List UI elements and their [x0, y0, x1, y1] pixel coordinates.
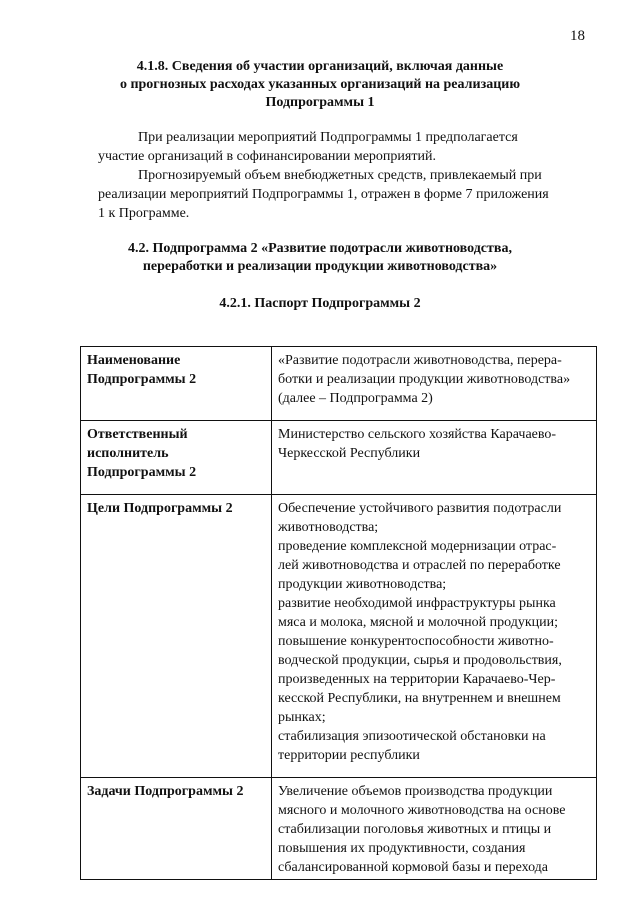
value-line: мяса и молока, мясной и молочной продукции; [278, 615, 559, 630]
value-line: кесской Республики, на внутреннем и внешнем [278, 691, 561, 706]
paragraph-participation [98, 128, 588, 166]
paragraph-extrabudget [98, 166, 588, 223]
paragraph-line: Прогнозируемый объем внебюджетных средств, привлекаемый при [138, 168, 542, 183]
heading-line: 4.2.1. Паспорт Подпрограммы 2 [219, 296, 421, 311]
value-line: произведенных на территории Карачаево-Чер- [278, 672, 556, 687]
value-line: повышение конкурентоспособности животно- [278, 634, 554, 649]
value-line: «Развитие подотрасли животноводства, перера- [278, 353, 562, 368]
value-line: стабилизации поголовья животных и птицы и [278, 822, 552, 837]
value-line: Черкесской Республики [278, 446, 421, 461]
section-heading-4-2 [60, 240, 580, 276]
heading-line: 4.2. Подпрограмма 2 «Развитие подотрасли животноводства, [128, 241, 512, 256]
value-line: Обеспечение устойчивого развития подотрасли [278, 501, 562, 516]
label-line: Наименование [87, 353, 181, 368]
paragraph-line: При реализации мероприятий Подпрограммы 1 предполагается [138, 130, 518, 145]
passport-table [80, 346, 597, 880]
row-label [81, 421, 272, 495]
value-line: повышения их продуктивности, создания [278, 841, 526, 856]
table-row [81, 778, 597, 880]
table-row [81, 421, 597, 495]
row-label [81, 347, 272, 421]
paragraph-line: реализации мероприятий Подпрограммы 1, отражен в форме 7 приложения [98, 187, 549, 202]
heading-line: 4.1.8. Сведения об участии организаций, включая данные [136, 59, 504, 74]
value-line: животноводства; [278, 520, 379, 535]
label-line: Подпрограммы 2 [87, 372, 197, 387]
value-line: Увеличение объемов производства продукции [278, 784, 553, 799]
row-label [81, 778, 272, 880]
value-line: рынках; [278, 710, 326, 725]
value-line: стабилизация эпизоотической обстановки на [278, 729, 546, 744]
value-line: проведение комплексной модернизации отрас- [278, 539, 557, 554]
value-line: сбалансированной кормовой базы и перехода [278, 860, 549, 875]
value-line: мясного и молочного животноводства на основе [278, 803, 566, 818]
heading-line: о прогнозных расходах указанных организаций на реализацию [119, 77, 521, 92]
value-line: (далее – Подпрограмма 2) [278, 391, 433, 406]
paragraph-line: участие организаций в софинансировании мероприятий. [98, 149, 436, 164]
value-line: продукции животноводства; [278, 577, 447, 592]
page-number: 18 [570, 28, 585, 44]
value-line: водческой продукции, сырья и продовольствия, [278, 653, 562, 668]
label-line: Подпрограммы 2 [87, 465, 197, 480]
row-label [81, 495, 272, 778]
value-line: Министерство сельского хозяйства Карачаево- [278, 427, 557, 442]
label-line: Цели Подпрограммы 2 [87, 501, 233, 516]
row-value [272, 347, 597, 421]
label-line: Ответственный [87, 427, 188, 442]
value-line: развитие необходимой инфраструктуры рынка [278, 596, 556, 611]
table-row [81, 495, 597, 778]
section-heading-4-2-1 [60, 295, 580, 313]
heading-line: переработки и реализации продукции животноводства» [142, 259, 498, 274]
table-row [81, 347, 597, 421]
value-line: лей животноводства и отраслей по переработке [278, 558, 561, 573]
heading-line: Подпрограммы 1 [265, 95, 375, 110]
row-value [272, 421, 597, 495]
section-heading-4-1-8 [60, 58, 580, 112]
paragraph-line: 1 к Программе. [98, 206, 190, 221]
row-value [272, 495, 597, 778]
value-line: ботки и реализации продукции животноводства» [278, 372, 571, 387]
row-value [272, 778, 597, 880]
label-line: исполнитель [87, 446, 169, 461]
label-line: Задачи Подпрограммы 2 [87, 784, 244, 799]
value-line: территории республики [278, 748, 420, 763]
